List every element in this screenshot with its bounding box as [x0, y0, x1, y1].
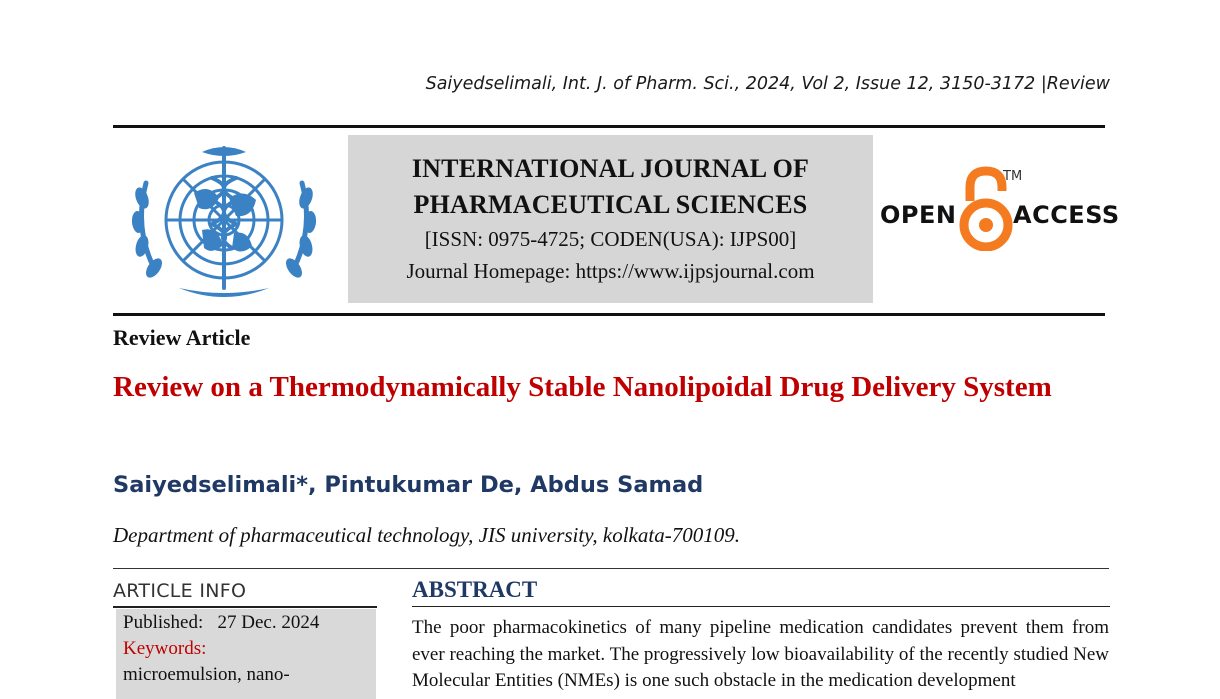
article-title: Review on a Thermodynamically Stable Nanolipoidal Drug Delivery System: [113, 371, 1052, 403]
keywords-label: Keywords:: [123, 638, 207, 659]
open-access-access-word: ACCESS: [1013, 201, 1120, 229]
article-affiliation: Department of pharmaceutical technology, JIS university, kolkata-700109.: [113, 523, 740, 547]
abstract-text: The poor pharmacokinetics of many pipeline medication candidates prevent them from ever reaching the market. The progressively low bioavailability of the recently studied New Molecular Entities (NMEs) is one such obstacle in the medication development: [412, 617, 1109, 691]
open-access-badge: [880, 165, 1120, 255]
article-type: Review Article: [113, 325, 251, 350]
citation-header: Saiyedselimali, Int. J. of Pharm. Sci., 2024, Vol 2, Issue 12, 3150-3172 |Review: [425, 74, 1110, 94]
section-divider: [113, 568, 1109, 569]
journal-name-line1: INTERNATIONAL JOURNAL OF: [411, 154, 810, 183]
abstract-heading: ABSTRACT: [412, 577, 538, 602]
keywords-value: microemulsion, nano-: [123, 664, 290, 685]
journal-homepage[interactable]: Journal Homepage: https://www.ijpsjournal.com: [406, 259, 815, 283]
open-access-open-word: OPEN: [880, 201, 957, 229]
journal-logo-icon: [124, 138, 324, 306]
header-bottom-rule: [113, 313, 1105, 316]
journal-masthead: [348, 135, 873, 303]
open-access-trademark: TM: [1003, 169, 1023, 184]
abstract-rule: [412, 606, 1110, 607]
article-authors: Saiyedselimali*, Pintukumar De, Abdus Samad: [113, 472, 704, 498]
article-info-box: [116, 609, 376, 699]
journal-name-line2: PHARMACEUTICAL SCIENCES: [413, 190, 808, 219]
journal-issn: [ISSN: 0975-4725; CODEN(USA): IJPS00]: [424, 227, 797, 251]
article-info-heading: ARTICLE INFO: [113, 580, 247, 602]
article-info-rule: [113, 606, 377, 608]
published-date: Published: 27 Dec. 2024: [123, 612, 320, 633]
header-top-rule: [113, 125, 1105, 128]
